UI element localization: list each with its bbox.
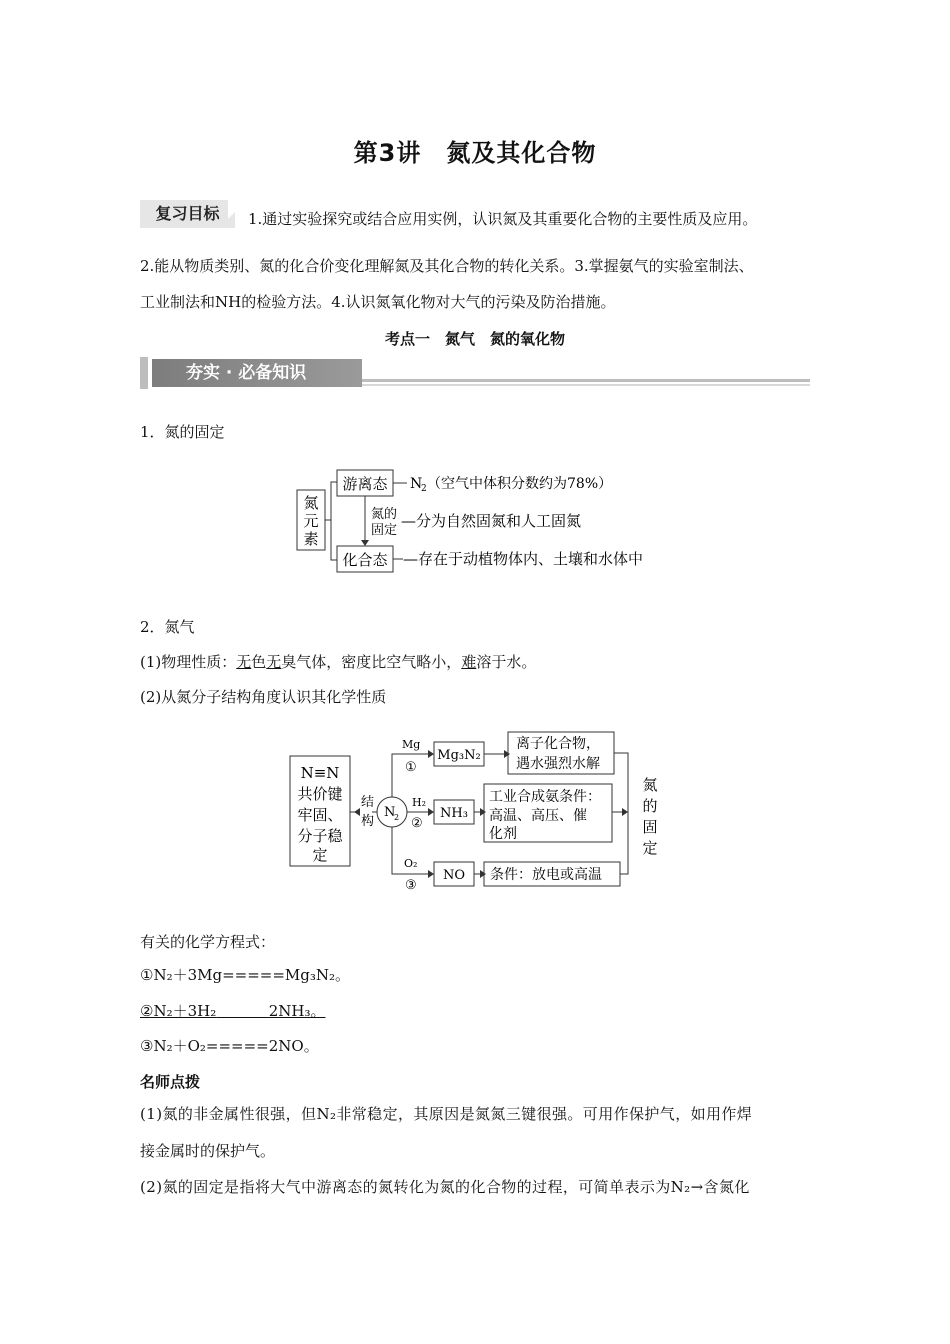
r2-desc-1: 工业合成氨条件： [489, 789, 601, 805]
review-line-3: 工业制法和NH的检验方法。4.认识氮氧化物对大气的污染及防治措施。 [140, 293, 616, 311]
section-title: 考点一 氮气 氮的氧化物 [384, 330, 565, 348]
r3-label: O₂ [404, 857, 418, 870]
phys-t1: 色 [251, 653, 267, 671]
phys-t3: 溶于水。 [476, 653, 537, 671]
free-desc-sub: 2 [421, 484, 427, 494]
equation-2-right: 2NH₃。 [268, 1002, 326, 1020]
jiegou-2: 构 [361, 814, 375, 829]
equation-3: ③N₂＋O₂=====2NO。 [140, 1037, 319, 1055]
banner-line-2 [362, 384, 810, 386]
section-banner [140, 357, 810, 389]
banner-label: 夯实 · 必备知识 [152, 359, 362, 387]
physical-properties [140, 652, 536, 672]
r1-product: Mg₃N₂ [437, 748, 481, 763]
r2-product: NH₃ [440, 806, 468, 821]
free-desc-rest: （空气中体积分数约为78%） [427, 476, 613, 492]
review-badge: 复习目标 [140, 200, 235, 228]
center-sub: 2 [394, 813, 400, 822]
fix-label-2: 固定 [371, 523, 398, 538]
right-char-1: 的 [642, 797, 658, 815]
phys-t2: 臭气体，密度比空气略小， [281, 653, 462, 671]
tips-title: 名师点拨 [140, 1073, 201, 1091]
r1-desc-1: 离子化合物， [516, 736, 600, 752]
equation-2-left: ②N₂＋3H₂ [140, 1002, 217, 1020]
combined-state-label: 化合态 [342, 551, 388, 569]
heading-nitrogen-fixation: 1．氮的固定 [140, 423, 225, 441]
struct-line-4: 定 [312, 846, 328, 864]
page-title: 第3讲 氮及其化合物 [353, 139, 597, 167]
r2-desc-3: 化剂 [489, 826, 517, 842]
left-char-0: 氮 [303, 494, 319, 512]
jiegou-1: 结 [361, 795, 375, 810]
chemical-properties-heading: (2)从氮分子结构角度认识其化学性质 [140, 688, 387, 706]
r2-desc-2: 高温、高压、催 [489, 808, 587, 824]
badge-corner [228, 200, 238, 228]
tip-1a: (1)氮的非金属性很强，但N₂非常稳定，其原因是氮氮三键很强。可用作保护气，如用作焊 [140, 1105, 753, 1123]
free-state-label: 游离态 [342, 475, 388, 493]
left-char-1: 元 [303, 512, 319, 530]
left-char-2: 素 [303, 530, 319, 548]
r1-desc-2: 遇水强烈水解 [516, 756, 600, 772]
r3-desc: 条件：放电或高温 [490, 867, 602, 883]
nitrogen-reactions-diagram [288, 728, 668, 890]
right-char-0: 氮 [642, 776, 658, 794]
r1-label: Mg [402, 738, 421, 751]
right-char-2: 固 [642, 818, 658, 836]
phys-u1: 无 [236, 653, 252, 671]
banner-bar [140, 357, 148, 389]
free-desc-n: N [410, 476, 423, 492]
r2-label: H₂ [412, 796, 427, 809]
phys-u3: 难 [461, 653, 477, 671]
struct-line-2: 牢固、 [297, 806, 343, 824]
equations-intro: 有关的化学方程式： [140, 933, 276, 951]
tip-1b: 接金属时的保护气。 [140, 1142, 276, 1160]
r2-num: ② [411, 816, 423, 831]
fix-label-1: 氮的 [371, 507, 398, 522]
equation-2-gap [216, 1002, 269, 1020]
tip-2: (2)氮的固定是指将大气中游离态的氮转化为氮的化合物的过程，可简单表示为N₂→含氮化 [140, 1178, 750, 1196]
combined-desc: —存在于动植物体内、土壤和水体中 [403, 550, 644, 568]
banner-line [362, 379, 810, 382]
right-char-3: 定 [642, 839, 658, 857]
r3-product: NO [442, 868, 466, 883]
center-n: N [384, 805, 396, 820]
r1-num: ① [405, 760, 417, 775]
struct-line-1: 共价键 [297, 785, 343, 803]
r3-num: ③ [405, 878, 417, 890]
phys-prefix: (1)物理性质： [140, 653, 237, 671]
phys-u2: 无 [266, 653, 282, 671]
equation-2 [140, 1001, 326, 1021]
nitrogen-fixation-diagram [295, 462, 675, 582]
review-line-2: 2.能从物质类别、氮的化合价变化理解氮及其化合物的转化关系。3.掌握氨气的实验室制法、 [140, 257, 754, 275]
equation-1: ①N₂＋3Mg=====Mg₃N₂。 [140, 966, 351, 984]
struct-line-0: N≡N [300, 764, 340, 782]
heading-nitrogen-gas: 2．氮气 [140, 618, 195, 636]
review-line-1: 1.通过实验探究或结合应用实例，认识氮及其重要化合物的主要性质及应用。 [248, 210, 758, 228]
struct-line-3: 分子稳 [297, 827, 343, 845]
fix-desc: —分为自然固氮和人工固氮 [401, 512, 582, 530]
